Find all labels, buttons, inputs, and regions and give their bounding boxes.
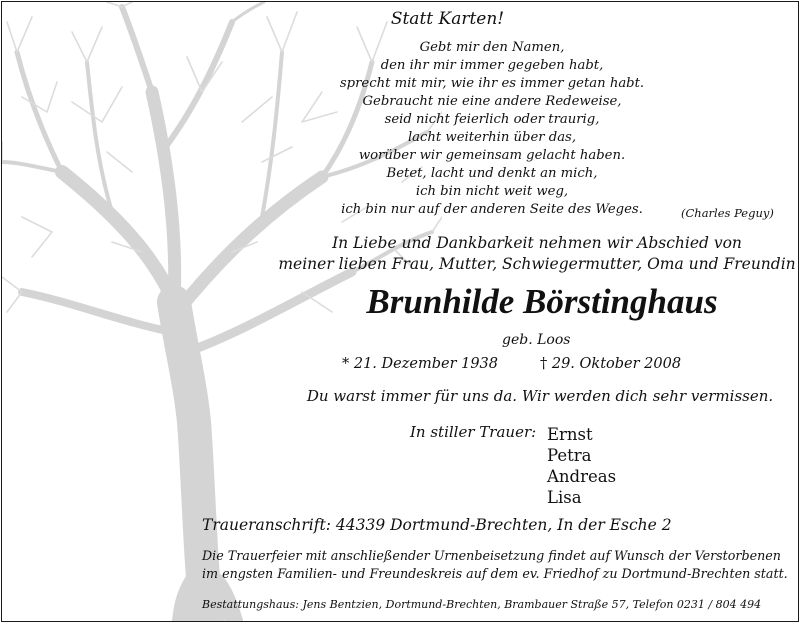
undertaker-info: Bestattungshaus: Jens Bentzien, Dortmund-Brechten, Brambauer Straße 57, Telefon 0231 / 804 494 [202, 598, 762, 611]
mourner-name: Ernst [547, 425, 593, 444]
poem-line: ich bin nur auf der anderen Seite des Weges. [341, 202, 643, 217]
mourner-name: Lisa [547, 488, 582, 507]
poem-line: den ihr mir immer gegeben habt, [380, 58, 604, 73]
poem [332, 39, 652, 219]
mourning-label: In stiller Trauer: [410, 423, 537, 441]
deceased-name: Brunhilde Börstinghaus [366, 282, 718, 321]
farewell-line: In Liebe und Dankbarkeit nehmen wir Abschied von [332, 234, 742, 252]
death-date: 29. Oktober 2008 [551, 356, 682, 372]
poem-line: seid nicht feierlich oder traurig, [384, 112, 600, 127]
poem-line: worüber wir gemeinsam gelacht haben. [358, 148, 626, 163]
birth-date: 21. Dezember 1938 [353, 356, 499, 372]
poem-line: lacht weiterhin über das, [407, 130, 577, 145]
farewell-text [252, 233, 799, 275]
death-cross-icon: † [540, 356, 548, 372]
farewell-line: meiner lieben Frau, Mutter, Schwiegermutter, Oma und Freundin [278, 255, 796, 273]
maiden-name: geb. Loos [502, 332, 571, 348]
birth-date-group [342, 356, 498, 372]
mourners-list [547, 424, 616, 508]
obituary-notice [1, 1, 799, 622]
birth-star-icon: * [342, 356, 350, 372]
poem-line: Gebt mir den Namen, [419, 40, 565, 55]
funeral-info [202, 547, 788, 583]
death-date-group [540, 356, 681, 372]
mourner-name: Andreas [547, 467, 617, 486]
mourner-name: Petra [547, 446, 592, 465]
poem-line: Betet, lacht und denkt an mich, [386, 166, 598, 181]
funeral-line: im engsten Familien- und Freundeskreis auf dem ev. Friedhof zu Dortmund-Brechten statt. [202, 566, 788, 581]
funeral-line: Die Trauerfeier mit anschließender Urnenbeisetzung findet auf Wunsch der Verstorbenen [202, 548, 781, 563]
heading-statt-karten: Statt Karten! [390, 9, 505, 29]
poem-author: (Charles Peguy) [681, 206, 774, 220]
mourning-address: Traueranschrift: 44339 Dortmund-Brechten, In der Esche 2 [202, 516, 672, 534]
poem-line: sprecht mit mir, wie ihr es immer getan habt. [339, 76, 645, 91]
poem-line: ich bin nicht weit weg, [415, 184, 569, 199]
closing-message: Du warst immer für uns da. Wir werden dich sehr vermissen. [306, 387, 774, 405]
poem-line: Gebraucht nie eine andere Redeweise, [362, 94, 622, 109]
